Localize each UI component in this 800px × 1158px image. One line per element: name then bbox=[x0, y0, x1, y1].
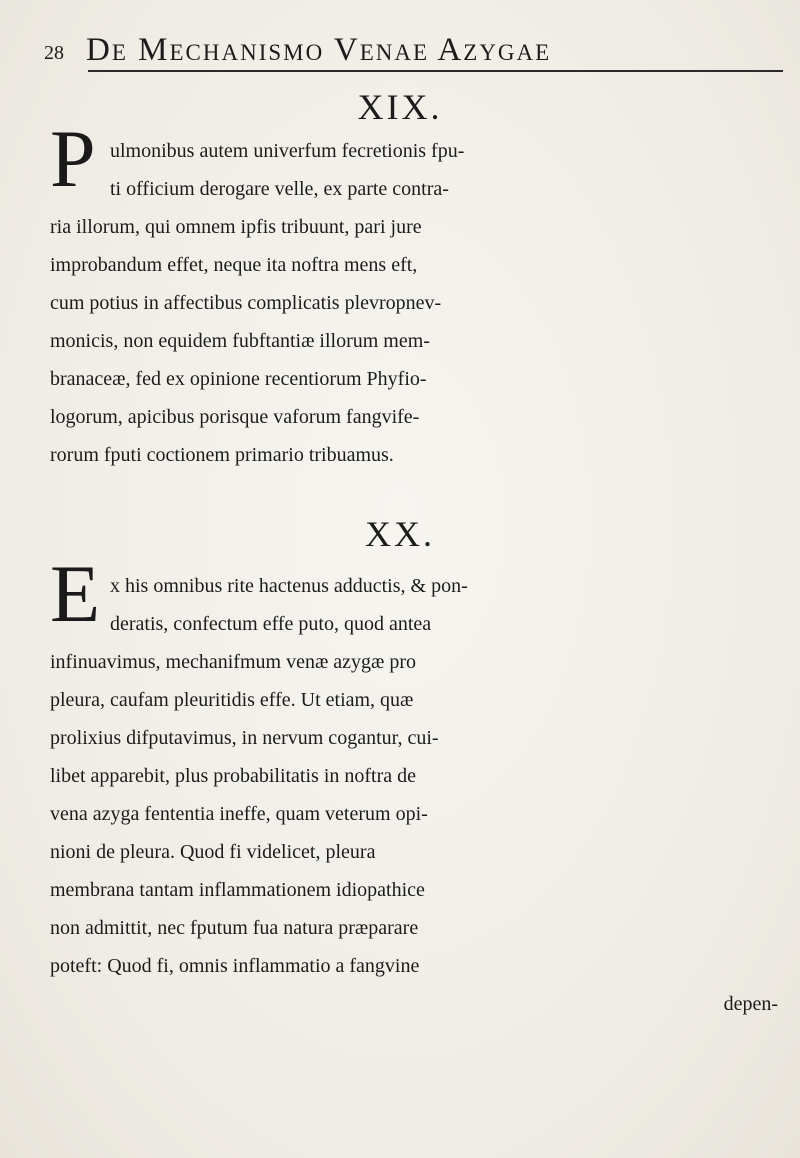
text-line: improbandum effet, neque ita noftra mens eft, bbox=[50, 254, 418, 276]
text-line: x his omnibus rite hactenus adductis, & pon- bbox=[110, 575, 468, 597]
text-line: deratis, confectum effe puto, quod antea bbox=[110, 613, 432, 635]
text-line: non admittit, nec fputum fua natura præparare bbox=[50, 917, 419, 939]
page-number: 28 bbox=[44, 42, 64, 64]
header-rule bbox=[88, 70, 783, 72]
text-line: prolixius difputavimus, in nervum cogantur, cui- bbox=[50, 727, 439, 749]
text-line: ulmonibus autem univerfum fecretionis fpu- bbox=[110, 140, 465, 162]
text-line: nioni de pleura. Quod fi videlicet, pleura bbox=[50, 841, 376, 863]
text-line: pleura, caufam pleuritidis effe. Ut etiam, quæ bbox=[50, 689, 414, 711]
text-line: monicis, non equidem fubftantiæ illorum mem- bbox=[50, 330, 430, 352]
text-line: vena azyga fententia ineffe, quam veterum opi- bbox=[50, 803, 428, 825]
running-title: De Mechanismo Venae Azygae bbox=[86, 32, 552, 68]
text-line: ria illorum, qui omnem ipfis tribuunt, pari jure bbox=[50, 216, 422, 238]
text-line: ti officium derogare velle, ex parte contra- bbox=[110, 178, 449, 200]
drop-cap-initial: E bbox=[50, 548, 101, 639]
section-heading-xix: XIX. bbox=[357, 87, 443, 127]
paragraph-xix bbox=[50, 132, 790, 474]
text-line: libet apparebit, plus probabilitatis in noftra de bbox=[50, 765, 417, 787]
text-line: poteft: Quod fi, omnis inflammatio a fangvine bbox=[50, 955, 420, 977]
catchword: depen- bbox=[723, 993, 778, 1015]
text-line: logorum, apicibus porisque vaforum fangvife- bbox=[50, 406, 420, 428]
text-line: cum potius in affectibus complicatis plevropnev- bbox=[50, 292, 442, 314]
text-line: rorum fputi coctionem primario tribuamus. bbox=[50, 444, 394, 466]
text-line: membrana tantam inflammationem idiopathice bbox=[50, 879, 425, 901]
text-line: infinuavimus, mechanifmum venæ azygæ pro bbox=[50, 651, 417, 673]
text-line: branaceæ, fed ex opinione recentiorum Phyfio- bbox=[50, 368, 427, 390]
running-head bbox=[44, 30, 784, 70]
paragraph-xx bbox=[50, 567, 790, 1023]
section-heading-xx: XX. bbox=[365, 514, 435, 554]
drop-cap-initial: P bbox=[50, 113, 96, 204]
